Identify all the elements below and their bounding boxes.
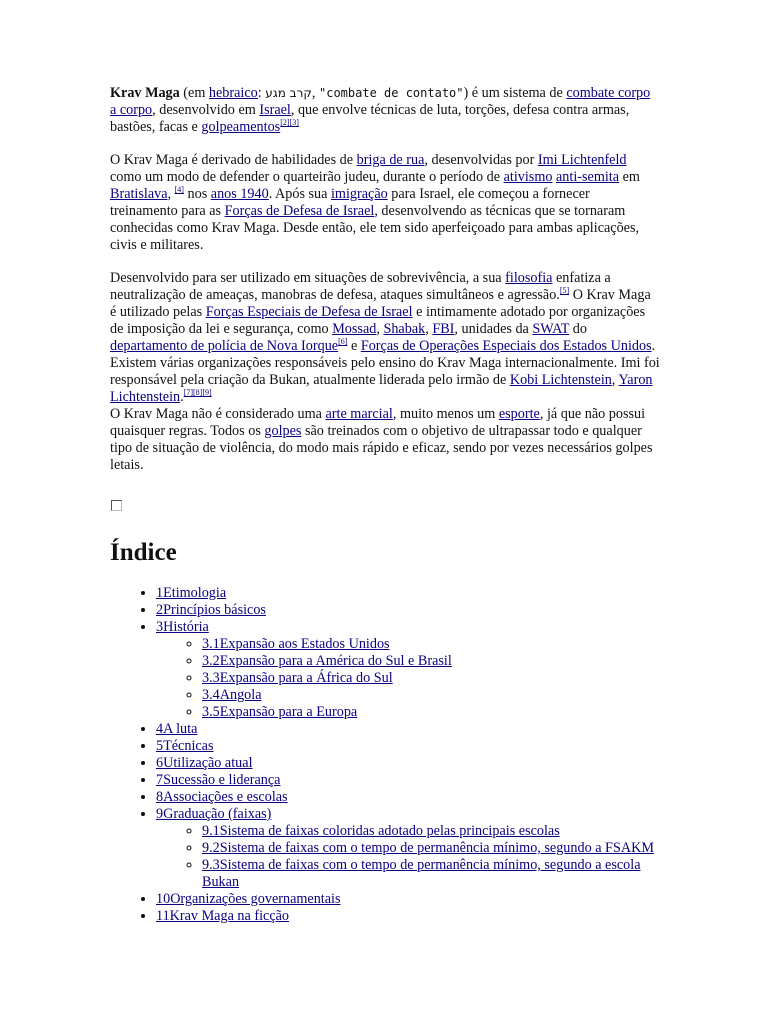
link-filosofia[interactable]: filosofia xyxy=(505,270,553,286)
link-golpeamentos[interactable]: golpeamentos xyxy=(201,119,281,135)
toc-subitem xyxy=(202,823,660,840)
link-swat[interactable]: SWAT xyxy=(532,321,570,337)
ref-6[interactable]: [6] xyxy=(338,337,348,346)
toc-item xyxy=(156,619,660,721)
text: para Israel, ele começou a fornecer treinamento para as xyxy=(110,186,590,219)
text: e xyxy=(347,338,361,354)
hebrew-term: קרב מגע xyxy=(265,86,312,100)
link-fbi[interactable]: FBI xyxy=(432,321,455,337)
table-of-contents xyxy=(110,585,660,925)
toc-sublist xyxy=(156,823,660,891)
toc-link[interactable]: 4A luta xyxy=(156,721,198,737)
link-arte-marcial[interactable]: arte marcial xyxy=(325,406,393,422)
link-mossad[interactable]: Mossad xyxy=(332,321,377,337)
toc-link[interactable]: 2Princípios básicos xyxy=(156,602,266,618)
link-imi-lichtenfeld[interactable]: Imi Lichtenfeld xyxy=(537,152,627,168)
link-ativismo[interactable]: ativismo xyxy=(503,169,553,185)
toc-sublink[interactable]: 9.1Sistema de faixas coloridas adotado pelas principais escolas xyxy=(202,823,560,839)
link-esporte[interactable]: esporte xyxy=(498,406,540,422)
link-bratislava[interactable]: Bratislava xyxy=(110,186,168,202)
history-paragraph xyxy=(110,152,660,254)
text: são treinados com o objetivo de ultrapassar todo e qualquer tipo de situação de violência, do modo mais rápido e eficaz, sendo por vezes necessários golpes letais. xyxy=(110,423,653,473)
text: Desenvolvido para ser utilizado em situações de sobrevivência, a sua xyxy=(110,270,506,286)
toc-item xyxy=(156,806,660,891)
toc-sublist xyxy=(156,636,660,721)
toc-sublink[interactable]: 9.2Sistema de faixas com o tempo de permanência mínimo, segundo a FSAKM xyxy=(202,840,654,856)
toc-item xyxy=(156,602,660,619)
link-golpes[interactable]: golpes xyxy=(264,423,302,439)
toc-item xyxy=(156,772,660,789)
toc-sublink[interactable]: 3.2Expansão para a América do Sul e Brasil xyxy=(202,653,452,669)
toc-item xyxy=(156,585,660,602)
link-nypd[interactable]: departamento de polícia de Nova Iorque xyxy=(110,338,339,354)
text: , muito menos um xyxy=(392,406,499,422)
link-imigracao[interactable]: imigração xyxy=(330,186,388,202)
toc-toggle-checkbox[interactable] xyxy=(111,500,122,511)
link-israel[interactable]: Israel xyxy=(259,102,291,118)
link-anti-semita[interactable]: anti-semita xyxy=(556,169,620,185)
toc-link[interactable]: 5Técnicas xyxy=(156,738,214,754)
toc-subitem xyxy=(202,670,660,687)
link-combate-corpo-a-corpo[interactable]: combate corpo a corpo xyxy=(110,85,651,118)
toc-link[interactable]: 10Organizações governamentais xyxy=(156,891,341,907)
toc-link[interactable]: 3História xyxy=(156,619,209,635)
text: enfatiza a neutralização de ameaças, manobras de defesa, ataques simultâneos e agressão. xyxy=(110,270,611,303)
intro-paragraph xyxy=(110,85,660,136)
text: , xyxy=(425,321,433,337)
link-forcas-operacoes-especiais[interactable]: Forças de Operações Especiais dos Estados Unidos xyxy=(360,338,652,354)
toc-link[interactable]: 8Associações e escolas xyxy=(156,789,288,805)
text: O Krav Maga é derivado de habilidades de xyxy=(110,152,357,168)
toc-sublink[interactable]: 9.3Sistema de faixas com o tempo de permanência mínimo, segundo a escola Bukan xyxy=(202,857,641,890)
link-yaron-lichtenstein[interactable]: Yaron Lichtenstein xyxy=(110,372,653,405)
article-content xyxy=(110,85,660,925)
toc-link[interactable]: 11Krav Maga na ficção xyxy=(156,908,290,924)
text: : xyxy=(257,85,266,101)
toc-item xyxy=(156,891,660,908)
text: (em xyxy=(179,85,209,101)
text: , desenvolvendo as técnicas que se tornaram conhecidas como Krav Maga. Desde então, ele tem sido aperfeiçoado para ambas aplicações, civis e militares. xyxy=(110,203,640,253)
text: , desenvolvidas por xyxy=(424,152,538,168)
toc-link[interactable]: 9Graduação (faixas) xyxy=(156,806,272,822)
toc-sublink[interactable]: 3.1Expansão aos Estados Unidos xyxy=(202,636,390,652)
ref-9[interactable]: [9] xyxy=(202,388,212,397)
text: ) é um sistema de xyxy=(463,85,567,101)
toc-item xyxy=(156,908,660,925)
text: . xyxy=(180,389,184,405)
link-kobi-lichtenstein[interactable]: Kobi Lichtenstein xyxy=(509,372,612,388)
ref-5[interactable]: [5] xyxy=(559,286,570,295)
ref-3[interactable]: [3] xyxy=(289,118,299,127)
text: O Krav Maga não é considerado uma xyxy=(110,406,326,422)
toc-item xyxy=(156,789,660,806)
text: , xyxy=(167,186,175,202)
toc-sublink[interactable]: 3.5Expansão para a Europa xyxy=(202,704,358,720)
text: . Existem várias organizações responsáveis pelo ensino do Krav Maga internacionalmente. Imi foi responsável pela criação da Bukan, atualmente liderada pelo irmão de xyxy=(110,338,660,388)
toc-heading: Índice xyxy=(110,539,177,566)
text: , já que não possui quaisquer regras. Todos os xyxy=(110,406,646,439)
text: , que envolve técnicas de luta, torções, defesa contra armas, bastões, facas e xyxy=(110,102,630,135)
toc-subitem xyxy=(202,704,660,721)
toc-subitem xyxy=(202,653,660,670)
toc-subitem xyxy=(202,687,660,704)
text: O Krav Maga é utilizado pelas xyxy=(110,287,651,320)
toc-subitem xyxy=(202,840,660,857)
text: , xyxy=(376,321,384,337)
toc-link[interactable]: 1Etimologia xyxy=(156,585,227,601)
toc-item xyxy=(156,755,660,772)
text: em xyxy=(619,169,640,185)
link-forcas-de-defesa[interactable]: Forças de Defesa de Israel xyxy=(224,203,375,219)
link-forcas-especiais[interactable]: Forças Especiais de Defesa de Israel xyxy=(205,304,413,320)
ref-4[interactable]: [4] xyxy=(174,185,184,194)
toc-subitem xyxy=(202,857,660,891)
ref-8[interactable]: [8] xyxy=(193,388,203,397)
link-shabak[interactable]: Shabak xyxy=(383,321,426,337)
link-anos-1940[interactable]: anos 1940 xyxy=(210,186,269,202)
toc-item xyxy=(156,721,660,738)
toc-subitem xyxy=(202,636,660,653)
text: do xyxy=(569,321,587,337)
translation-quote: "combate de contato" xyxy=(319,86,464,100)
text: , desenvolvido em xyxy=(152,102,260,118)
text: como um modo de defender o quarteirão judeu, durante o período de xyxy=(110,169,504,185)
usage-paragraph xyxy=(110,270,660,474)
text: , xyxy=(611,372,619,388)
link-hebraico[interactable]: hebraico xyxy=(208,85,258,101)
text: , xyxy=(311,85,319,101)
text: . Após sua xyxy=(268,186,331,202)
toc-item xyxy=(156,738,660,755)
text: nos xyxy=(183,186,211,202)
ref-2[interactable]: [2] xyxy=(280,118,290,127)
toc-sublink[interactable]: 3.3Expansão para a África do Sul xyxy=(202,670,393,686)
ref-7[interactable]: [7] xyxy=(183,388,194,397)
article-subject: Krav Maga xyxy=(110,85,180,101)
link-briga-de-rua[interactable]: briga de rua xyxy=(356,152,425,168)
toc-link[interactable]: 7Sucessão e liderança xyxy=(156,772,281,788)
text: e intimamente adotado por organizações de imposição da lei e segurança, como xyxy=(110,304,646,337)
toc-sublink[interactable]: 3.4Angola xyxy=(202,687,262,703)
text: , unidades da xyxy=(454,321,533,337)
toc-link[interactable]: 6Utilização atual xyxy=(156,755,253,771)
